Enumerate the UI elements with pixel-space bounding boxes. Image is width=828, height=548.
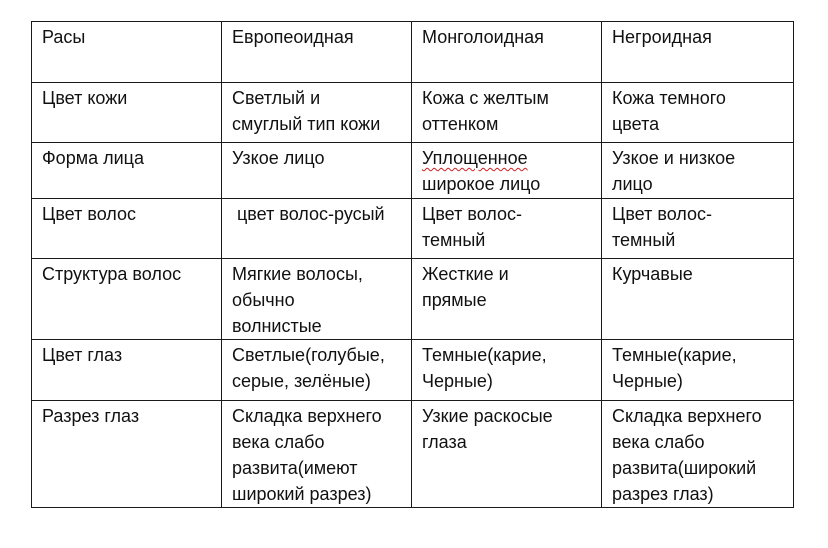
table-row-skin-color: [32, 83, 794, 143]
table-row-hair-color: [32, 199, 794, 259]
row-label-cell: Форма лица: [32, 143, 222, 199]
table-cell: Курчавые: [602, 259, 794, 340]
row-label-cell: Цвет кожи: [32, 83, 222, 143]
header-cell-negroid: Негроидная: [602, 22, 794, 83]
row-label-cell: Цвет глаз: [32, 340, 222, 401]
table-cell: Складка верхнего века слабо развита(широкий разрез глаз): [602, 401, 794, 508]
table-cell: цвет волос-русый: [222, 199, 412, 259]
table-row-hair-structure: [32, 259, 794, 340]
table-cell: Светлые(голубые, серые, зелёные): [222, 340, 412, 401]
header-cell-races: Расы: [32, 22, 222, 83]
row-label-cell: Цвет волос: [32, 199, 222, 259]
table-cell: Светлый и смуглый тип кожи: [222, 83, 412, 143]
header-cell-europeoid: Европеоидная: [222, 22, 412, 83]
table-header-row: [32, 22, 794, 83]
table-cell: Цвет волос- темный: [602, 199, 794, 259]
table-row-eye-color: [32, 340, 794, 401]
table-cell: Темные(карие, Черные): [602, 340, 794, 401]
header-cell-mongoloid: Монголоидная: [412, 22, 602, 83]
table-cell: Узкое лицо: [222, 143, 412, 199]
table-cell: Мягкие волосы, обычно волнистые: [222, 259, 412, 340]
table-row-eye-shape: [32, 401, 794, 508]
table-cell-spellcheck: [412, 143, 602, 199]
row-label-cell: Разрез глаз: [32, 401, 222, 508]
cell-text-line: широкое лицо: [422, 174, 541, 194]
table-cell: Цвет волос- темный: [412, 199, 602, 259]
races-table: [31, 21, 794, 508]
spellcheck-underlined-word: Уплощенное: [422, 148, 528, 168]
table-cell: Жесткие и прямые: [412, 259, 602, 340]
table-cell: Кожа темного цвета: [602, 83, 794, 143]
row-label-cell: Структура волос: [32, 259, 222, 340]
table-cell: Кожа с желтым оттенком: [412, 83, 602, 143]
table-cell: Узкое и низкое лицо: [602, 143, 794, 199]
table-cell: Складка верхнего века слабо развита(имеют широкий разрез): [222, 401, 412, 508]
table-cell: Узкие раскосые глаза: [412, 401, 602, 508]
table-row-face-shape: [32, 143, 794, 199]
table-cell: Темные(карие, Черные): [412, 340, 602, 401]
